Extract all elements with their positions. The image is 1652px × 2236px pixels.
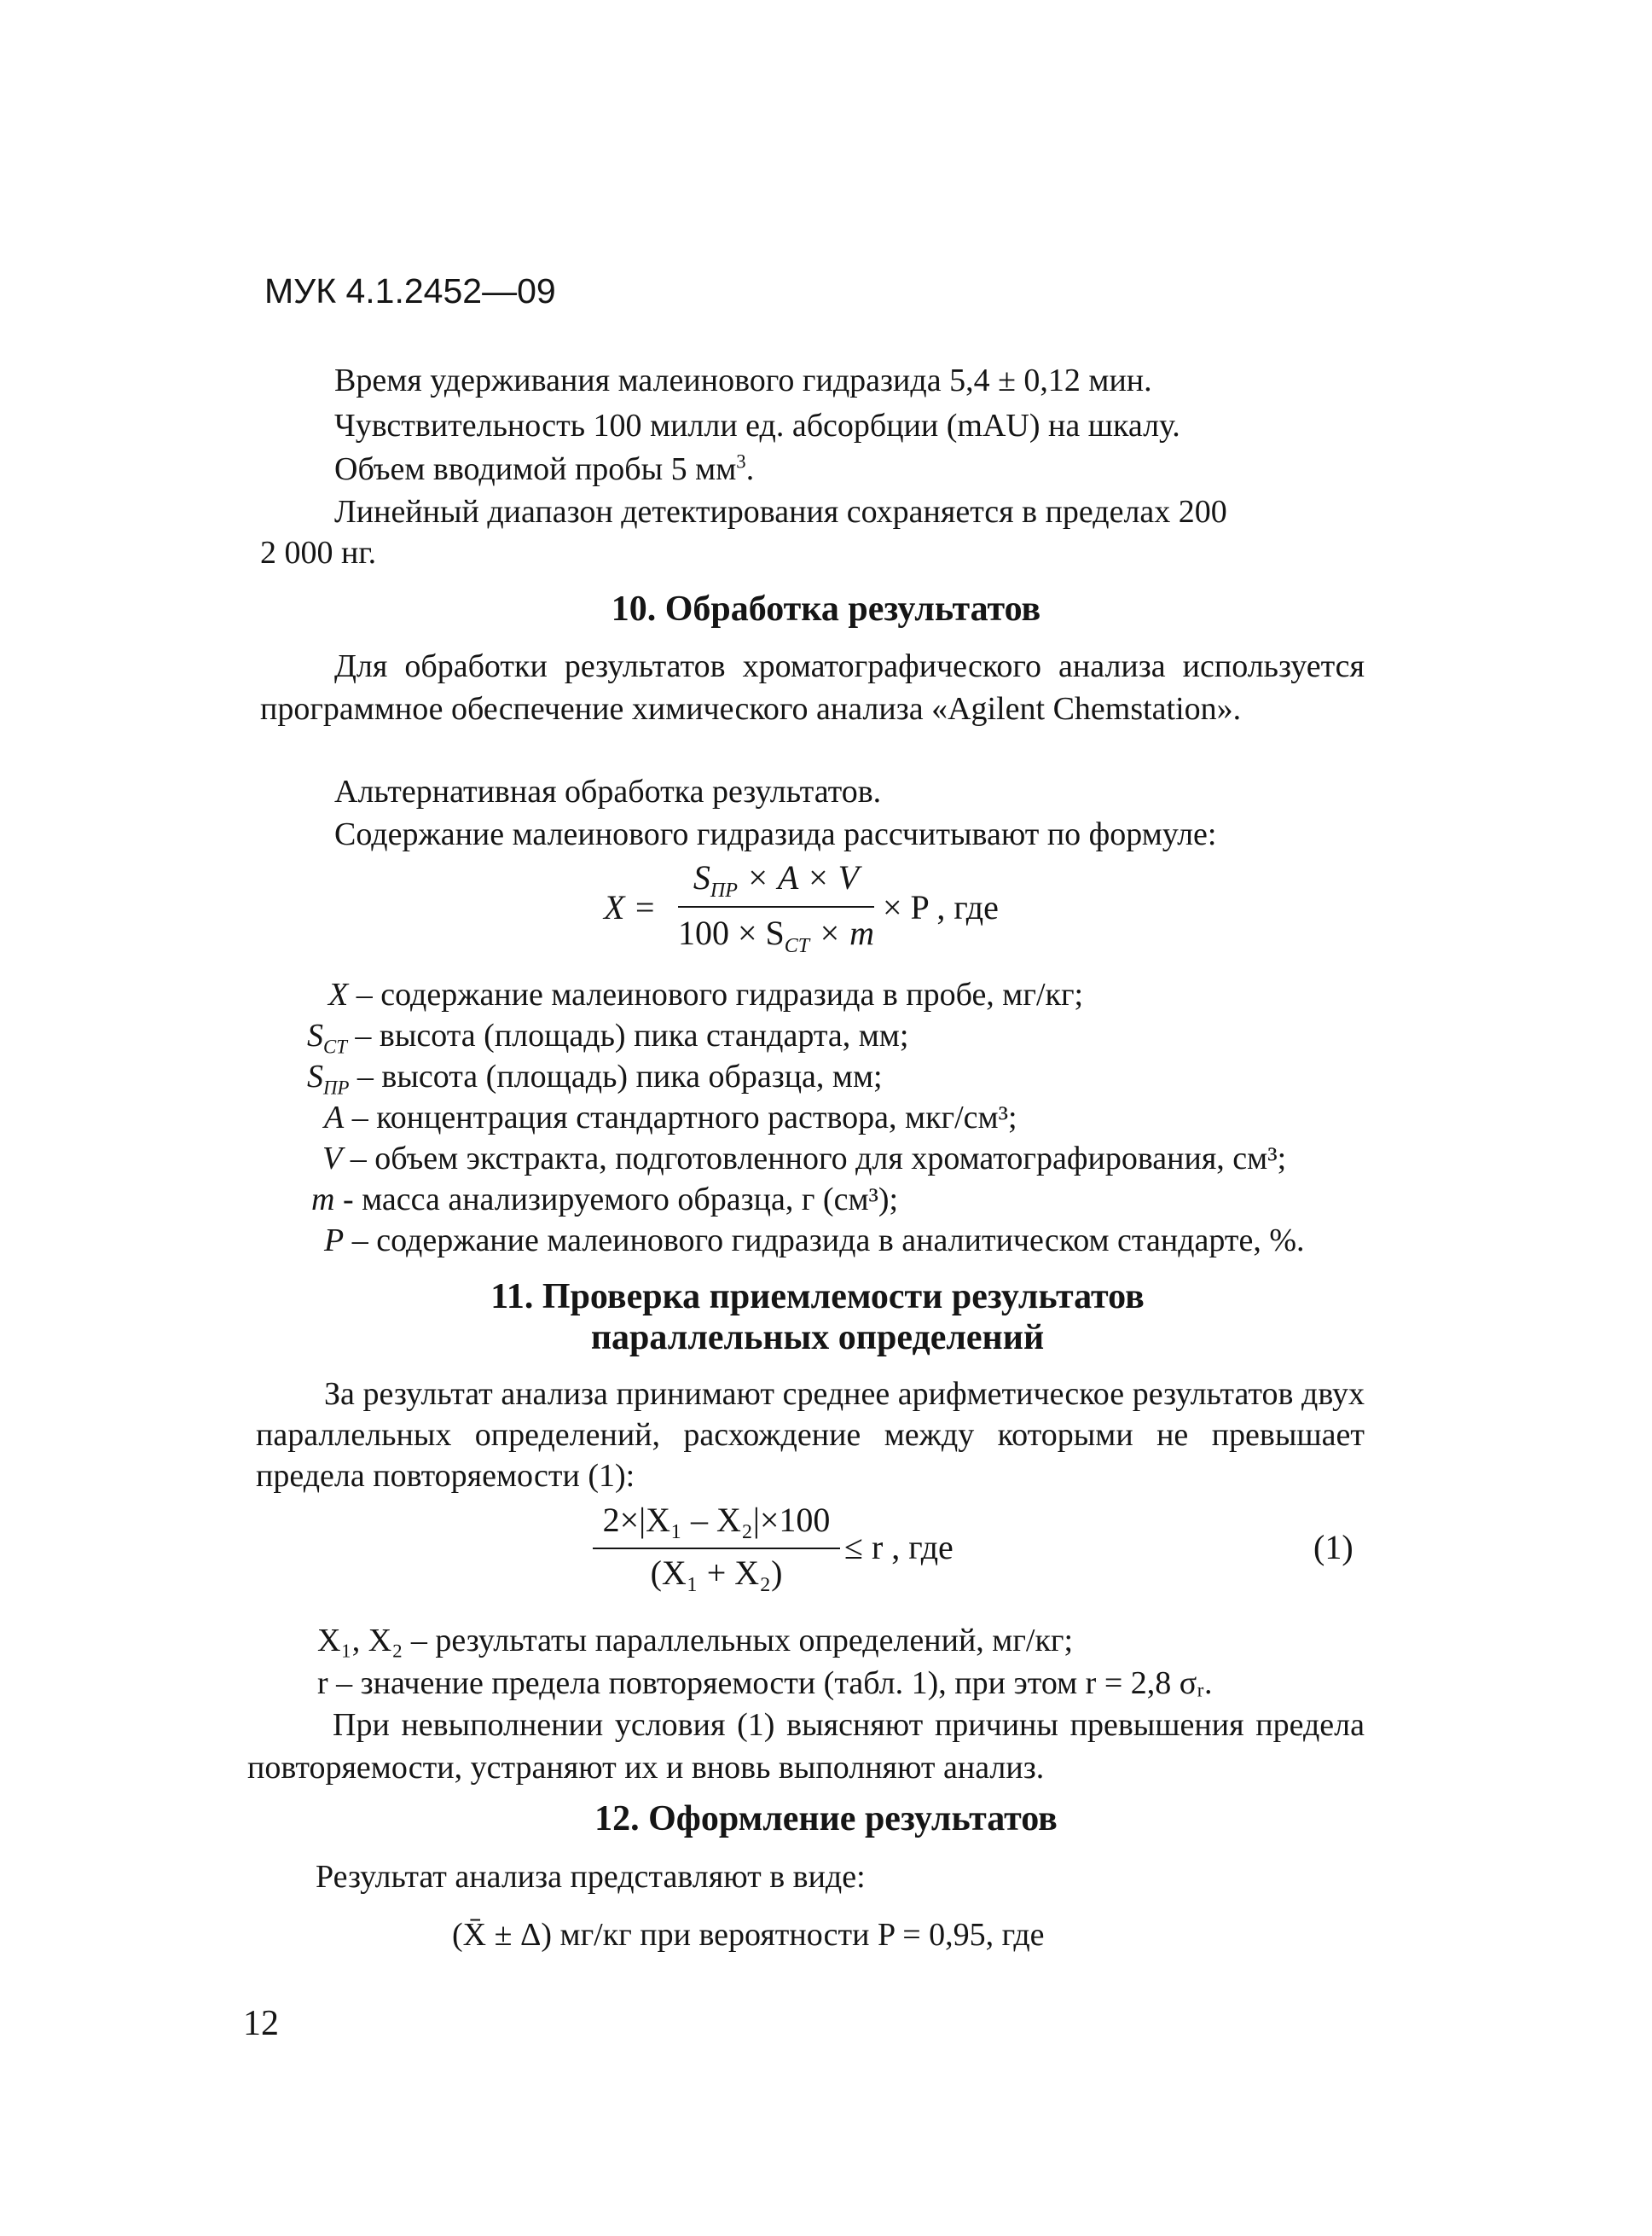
formula-1-denominator: (X₁ + X₂) xyxy=(650,1554,783,1592)
section-11-para-2: При невыполнении условия (1) выясняют причины превышения предела повторяемости, устраняют их и вновь выполняют анализ. xyxy=(247,1707,1365,1786)
definition-item: $S_{ПР}$ – высота (площадь) пика образца, мм; xyxy=(307,1059,883,1099)
section-11-title-line-1: 11. Проверка приемлемости результатов xyxy=(490,1277,1145,1316)
section-12-expression: (X̄ ± Δ) мг/кг при вероятности P = 0,95, где xyxy=(452,1917,1045,1953)
section-12-para-1: Результат анализа представляют в виде: xyxy=(316,1859,866,1895)
document-code: МУК 4.1.2452—09 xyxy=(264,271,556,311)
section-10-title: 10. Обработка результатов xyxy=(611,589,1041,629)
formula-x-fraction-bar xyxy=(678,906,874,908)
definition-item: V – объем экстракта, подготовленного для хроматографирования, см³; xyxy=(322,1141,1287,1176)
formula-x-numerator: $S_{ПР} \times A \times V$ xyxy=(693,858,860,902)
definition-item: m - масса анализируемого образца, г (см³); xyxy=(311,1182,899,1217)
section-10-para-3: Содержание малеинового гидразида рассчитывают по формуле: xyxy=(334,816,1217,852)
formula-x-lhs: X = xyxy=(604,888,657,926)
retention-time-line: Время удерживания малеинового гидразида 5,4 ± 0,12 мин. xyxy=(334,363,1152,398)
definition-item: A – концентрация стандартного раствора, мкг/см³; xyxy=(324,1100,1017,1135)
linear-range-line-cont: 2 000 нг. xyxy=(260,535,377,571)
section-11-para-1: За результат анализа принимают среднее арифметическое результатов двух параллельных определений, расхождение между которыми не превышает предела повторяемости (1): xyxy=(256,1376,1365,1494)
definition-item: $S_{СТ}$ – высота (площадь) пика стандарта, мм; xyxy=(307,1018,909,1058)
section-10-para-1: Для обработки результатов хроматографического анализа используется программное обеспечение химического анализа «Agilent Chemstation». xyxy=(260,648,1365,727)
formula-1-tail: ≤ r , где xyxy=(844,1528,954,1566)
section-12-title: 12. Оформление результатов xyxy=(594,1799,1058,1838)
section-11-title-line-2: параллельных определений xyxy=(590,1318,1045,1357)
formula-x-tail: × P , где xyxy=(883,888,999,926)
section-10-para-2: Альтернативная обработка результатов. xyxy=(334,774,882,810)
section-11-def-2: r – значение предела повторяемости (табл. 1), при этом r = 2,8 σᵣ. xyxy=(317,1665,1213,1701)
formula-1-fraction-bar xyxy=(593,1548,840,1549)
injection-volume-line: Объем вводимой пробы 5 $мм^3$. xyxy=(334,450,755,487)
page-number: 12 xyxy=(243,2004,279,2043)
formula-1-numerator: 2×|X₁ – X₂|×100 xyxy=(602,1501,831,1539)
formula-x-denominator: $100 \times S_{СТ} \times m$ xyxy=(677,914,875,957)
section-11-def-1: X₁, X₂ – результаты параллельных определений, мг/кг; xyxy=(317,1623,1074,1658)
formula-1-number: (1) xyxy=(1313,1528,1353,1566)
linear-range-line: Линейный диапазон детектирования сохраняется в пределах 200 xyxy=(334,494,1227,530)
definition-item: P – содержание малеинового гидразида в аналитическом стандарте, %. xyxy=(324,1223,1305,1258)
definition-item: X – содержание малеинового гидразида в пробе, мг/кг; xyxy=(328,977,1084,1013)
sensitivity-line: Чувствительность 100 милли ед. абсорбции (mAU) на шкалу. xyxy=(334,408,1180,444)
